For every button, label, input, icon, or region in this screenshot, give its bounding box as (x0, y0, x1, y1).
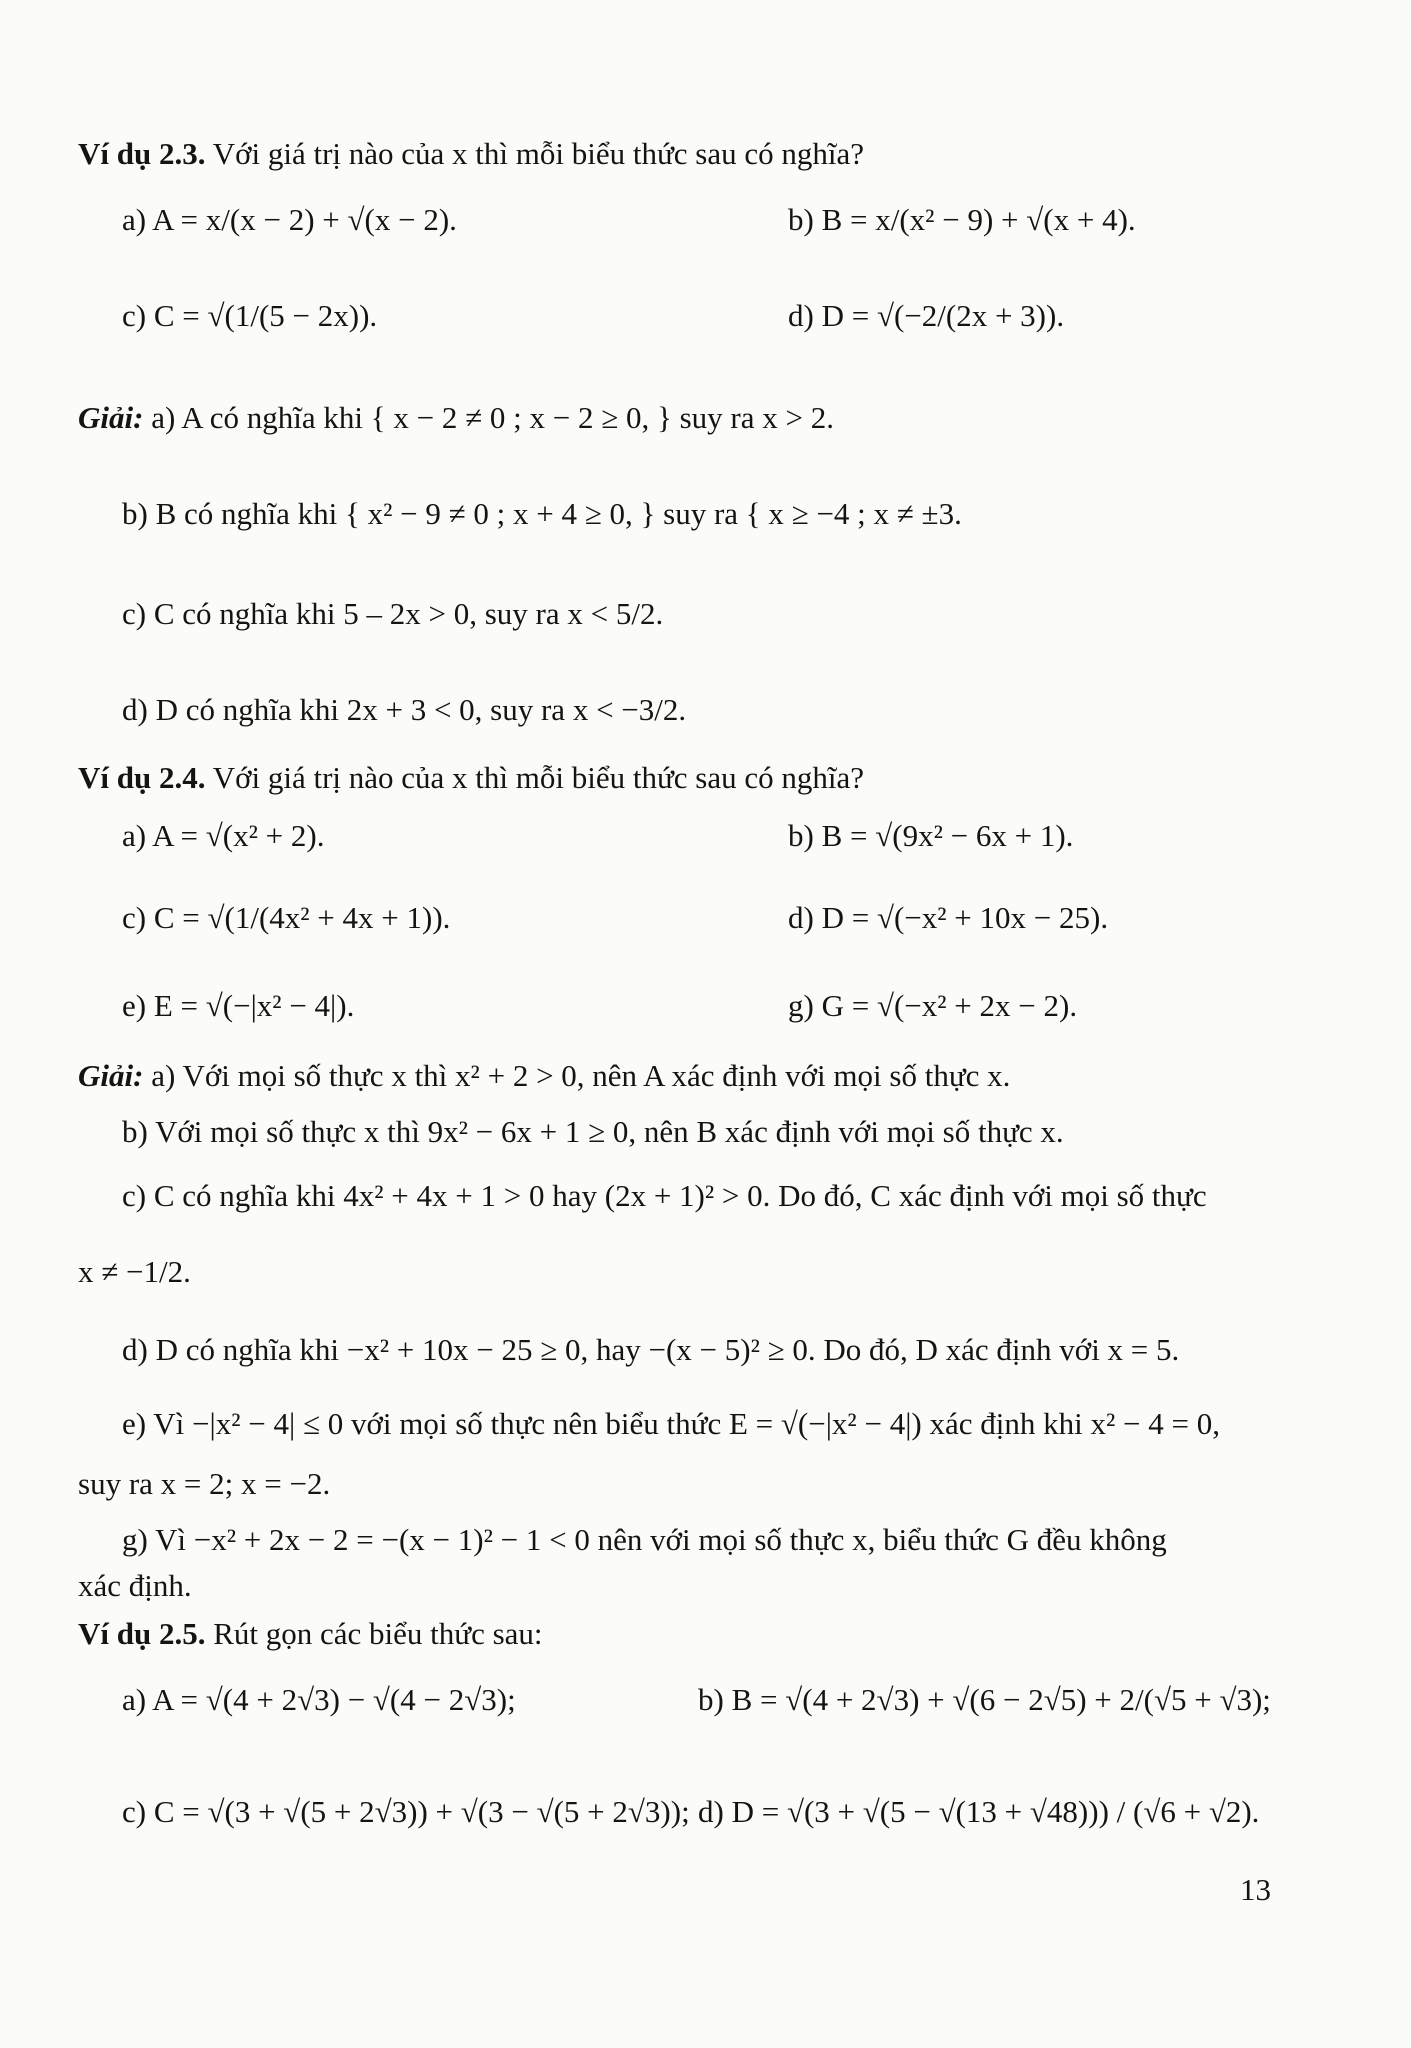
solution-g-continued: xác định. (78, 1568, 192, 1603)
solution-2-4-e-cont (78, 1464, 1331, 1504)
solution-2-3-a (78, 398, 1331, 438)
solution-b: b) Với mọi số thực x thì 9x² − 6x + 1 ≥ 0, nên B xác định với mọi số thực x. (122, 1114, 1064, 1149)
expr-b: b) B = x/(x² − 9) + √(x + 4). (788, 202, 1136, 237)
example-2-4-row1 (122, 816, 1331, 856)
expr-c: c) C = √(1/(4x² + 4x + 1)). (122, 900, 451, 935)
solution-2-3-d (122, 690, 1331, 730)
solution-d: d) D có nghĩa khi −x² + 10x − 25 ≥ 0, hay −(x − 5)² ≥ 0. Do đó, D xác định với x = 5. (122, 1332, 1180, 1367)
expr-d: d) D = √(−2/(2x + 3)). (788, 298, 1065, 333)
solution-e: e) Vì −|x² − 4| ≤ 0 với mọi số thực nên biểu thức E = √(−|x² − 4|) xác định khi x² − 4 = 0, (122, 1406, 1220, 1441)
example-2-4-row2 (122, 898, 1331, 938)
expr-b: b) B = √(9x² − 6x + 1). (788, 818, 1074, 853)
solution-2-4-g-cont (78, 1566, 1331, 1606)
solution-2-3-c (122, 594, 1331, 634)
solution-2-3-b (122, 494, 1331, 534)
solution-2-4-e (122, 1404, 1331, 1444)
expr-g: g) G = √(−x² + 2x − 2). (788, 988, 1078, 1023)
solution-label: Giải: (78, 1058, 144, 1093)
example-2-5-row2 (122, 1792, 1331, 1832)
expr-d: d) D = √(−x² + 10x − 25). (788, 900, 1109, 935)
solution-2-4-c (122, 1176, 1331, 1216)
expr-c: c) C = √(3 + √(5 + 2√3)) + √(3 − √(5 + 2√3)); (122, 1794, 690, 1829)
example-2-4-row3 (122, 986, 1331, 1026)
solution-a: a) Với mọi số thực x thì x² + 2 > 0, nên A xác định với mọi số thực x. (151, 1058, 1011, 1093)
expr-c: c) C = √(1/(5 − 2x)). (122, 298, 378, 333)
solution-c: c) C có nghĩa khi 4x² + 4x + 1 > 0 hay (2x + 1)² > 0. Do đó, C xác định với mọi số thực (122, 1178, 1207, 1213)
expr-a: a) A = x/(x − 2) + √(x − 2). (122, 202, 457, 237)
expr-a: a) A = √(x² + 2). (122, 818, 325, 853)
example-question: Rút gọn các biểu thức sau: (213, 1616, 543, 1651)
example-2-4-heading (78, 758, 1331, 798)
solution-2-4-g (122, 1520, 1331, 1560)
expr-d: d) D = √(3 + √(5 − √(13 + √48))) / (√6 + √2). (698, 1794, 1260, 1829)
example-title: Ví dụ 2.3. (78, 136, 206, 171)
solution-d: d) D có nghĩa khi 2x + 3 < 0, suy ra x < −3/2. (122, 692, 687, 727)
solution-2-4-b (122, 1112, 1331, 1152)
example-title: Ví dụ 2.4. (78, 760, 206, 795)
solution-2-4-c-cont (78, 1252, 1331, 1292)
page-number: 13 (1240, 1872, 1271, 1907)
solution-label: Giải: (78, 400, 144, 435)
solution-b: b) B có nghĩa khi { x² − 9 ≠ 0 ; x + 4 ≥ 0, } suy ra { x ≥ −4 ; x ≠ ±3. (122, 496, 962, 531)
expr-b: b) B = √(4 + 2√3) + √(6 − 2√5) + 2/(√5 + √3); (698, 1682, 1271, 1717)
example-2-5-heading (78, 1614, 1331, 1654)
solution-2-4-d (122, 1330, 1331, 1370)
example-2-3-row1 (122, 200, 1331, 240)
solution-c-continued: x ≠ −1/2. (78, 1254, 191, 1289)
solution-g: g) Vì −x² + 2x − 2 = −(x − 1)² − 1 < 0 nên với mọi số thực x, biểu thức G đều không (122, 1522, 1167, 1557)
expr-a: a) A = √(4 + 2√3) − √(4 − 2√3); (122, 1682, 516, 1717)
solution-c: c) C có nghĩa khi 5 – 2x > 0, suy ra x < 5/2. (122, 596, 664, 631)
expr-e: e) E = √(−|x² − 4|). (122, 988, 355, 1023)
example-question: Với giá trị nào của x thì mỗi biểu thức sau có nghĩa? (212, 136, 864, 171)
example-question: Với giá trị nào của x thì mỗi biểu thức sau có nghĩa? (212, 760, 864, 795)
example-2-5-row1 (122, 1680, 1331, 1720)
example-2-3-heading (78, 134, 1331, 174)
solution-e-continued: suy ra x = 2; x = −2. (78, 1466, 331, 1501)
example-title: Ví dụ 2.5. (78, 1616, 206, 1651)
example-2-3-row2 (122, 296, 1331, 336)
solution-a: a) A có nghĩa khi { x − 2 ≠ 0 ; x − 2 ≥ 0, } suy ra x > 2. (151, 400, 834, 435)
solution-2-4-a (78, 1056, 1331, 1096)
